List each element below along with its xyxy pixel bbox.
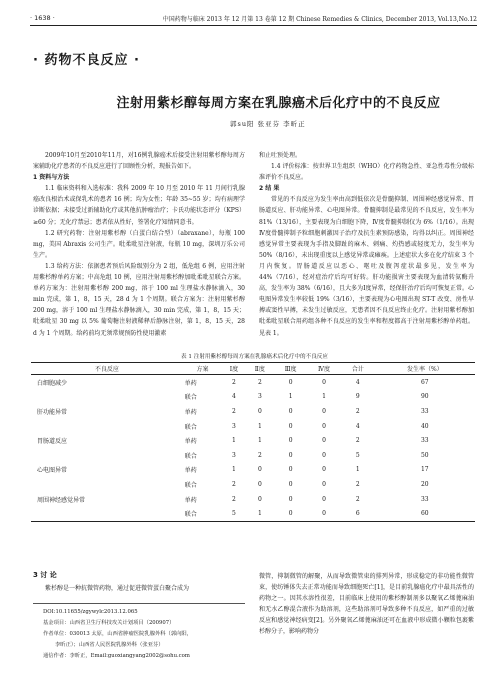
table-row	[31, 375, 475, 390]
column-header: Ⅳ度	[307, 363, 341, 375]
table-cell: 1	[355, 466, 360, 474]
table-row	[31, 492, 475, 507]
table-row	[31, 477, 475, 492]
table-row	[31, 506, 475, 521]
table-cell: 联合	[184, 481, 197, 489]
table-row	[31, 404, 475, 419]
column-header: Ⅱ度	[246, 363, 274, 375]
table-cell	[31, 419, 183, 434]
table-cell: 0	[288, 466, 293, 474]
table-body	[31, 375, 475, 522]
discussion-continued: 微管，抑制微管的解聚，从而导致微管束的排列异常，形成稳定的非功能性微管束，使纺锤体失去正常功能而导致细胞死亡[1]，是目前乳腺癌化疗中最具活性的药物之一。因其水溶性很差，目前临床上使用的紫杉醇制剂多以聚氧乙烯蓖麻油和无水乙醇混合液作为助溶剂，这些助溶剂可导致多种不良反应，如严重的过敏反应和感觉神经病变[2]。另外聚氧乙烯蓖麻油还可在血液中形成微小颗粒包裹紫杉醇分子，影响药物分	[259, 573, 474, 636]
right-column	[259, 150, 474, 339]
table-cell: 2	[231, 480, 236, 488]
table-cell: 9	[355, 393, 360, 401]
journal-info: 中国药物与临床 2013 年 12 月第 13 卷第 12 期 Chinese Remedies & Clinics, December 2013, Vol.13,No.12	[162, 16, 477, 23]
footnote-affiliation: 作者单位：030013 太原，山西省肿瘤医院乳腺外科（郭向阳，	[43, 631, 193, 637]
table-cell	[31, 506, 183, 521]
table-cell: 单药	[184, 379, 197, 387]
table-cell: 0	[288, 407, 293, 415]
table-cell: 2	[355, 407, 360, 415]
paragraph: 1.2 研究药物：注射用紫杉醇（白蛋白结合型）（abraxane），每瓶 100 mg，美国 Abraxis 公司生产。吡柔吡星注射液，每瓶 10 mg，深圳万乐公司生产。	[33, 229, 245, 259]
table-cell: 1	[257, 422, 262, 430]
table-cell: 联合	[184, 452, 197, 460]
table-cell: 0	[288, 437, 293, 445]
table-cell: 2	[231, 495, 236, 503]
table-cell: 单药	[184, 438, 197, 446]
table-cell: 0	[288, 378, 293, 386]
table-cell: 1	[288, 393, 293, 401]
adverse-reaction-table	[31, 362, 475, 522]
table-cell: 0	[322, 407, 326, 415]
table-cell: 33	[420, 407, 429, 415]
table-row	[31, 448, 475, 463]
table-cell: 联合	[184, 423, 197, 431]
table-cell: 1	[246, 506, 274, 521]
table-cell: 3	[231, 451, 236, 459]
column-header: 不良反应	[31, 363, 183, 375]
table-cell: 胃肠道反应	[37, 438, 68, 446]
paragraph: 和止吐预处理。	[259, 152, 302, 159]
table-cell: 联合	[184, 394, 197, 402]
section-heading: 1 资料与方法	[33, 174, 70, 182]
table-cell: 0	[288, 495, 293, 503]
table-cell: 3	[257, 393, 262, 401]
paragraph: 1.1 临床资料和入选标准：我科 2009 年 10 月至 2010 年 11 月间行乳腺癌改良根治术或保乳术的患者 16 例；均为女性；年龄 35~55 岁；均有病理学诊断依据；未接受过新辅助化疗或其他抗肿瘤治疗；卡氏功能状态评分（KPS）≥60 分；无化疗禁忌；患者依从性好，签署化疗知情同意书。	[33, 185, 245, 226]
right-column-continued	[259, 571, 474, 638]
table-cell: 1	[231, 466, 236, 474]
paragraph: 2009年10月至2010年11月，对16例乳腺癌术后接受注射用紫杉醇每周方案辅助化疗患者的不良反应进行了回顾性分析，现报告如下。	[33, 152, 245, 171]
column-header: Ⅲ度	[274, 363, 307, 375]
footnotes	[33, 603, 245, 662]
table-row	[31, 419, 475, 434]
table-cell: 0	[257, 407, 262, 415]
table-cell: 1	[231, 437, 236, 445]
table-cell: 周围神经感觉异常	[37, 496, 86, 504]
table-cell: 0	[322, 480, 326, 488]
table-cell: 白细胞减少	[37, 379, 68, 387]
table-cell: 2	[355, 480, 360, 488]
page-number: · 1638 ·	[30, 14, 55, 22]
article-title: 注射用紫杉醇每周方案在乳腺癌术后化疗中的不良反应	[116, 96, 441, 111]
table-cell	[31, 448, 183, 463]
column-header: 发生率（%）	[375, 363, 475, 375]
header-rule	[30, 25, 477, 26]
table-cell: 0	[322, 451, 326, 459]
column-header: Ⅰ度	[222, 363, 246, 375]
table-cell: 0	[257, 495, 262, 503]
table-cell: 4	[355, 422, 360, 430]
table-cell: 20	[420, 480, 429, 488]
table-cell: 33	[420, 437, 429, 445]
table-cell: 单药	[184, 496, 197, 504]
table-cell: 0	[322, 495, 326, 503]
table-cell: 1	[257, 437, 262, 445]
table-cell: 0	[322, 437, 326, 445]
table-cell: 33	[420, 495, 429, 503]
table-cell: 2	[257, 451, 262, 459]
page-header	[30, 14, 477, 24]
table-row	[31, 463, 475, 478]
table-cell	[31, 477, 183, 492]
paragraph: 1.3 给药方法：依据患者预后风险级别分为 2 组，低危组 6 例，应用注射用紫杉醇单药方案；中高危组 10 例，应用注射用紫杉醇加吡柔吡星联合方案。单药方案为：注射用紫杉醇 200 mg，溶于 100 ml 生理盐水静脉滴入，30 min 完成，第 1，8，15 天，28 d 为 1 个周期。联合方案为：注射用紫杉醇 200 mg，溶于 100 ml 生理盐水静脉滴入，30 min 完成，第 1，8，15 天；吡柔吡星 30 mg 以 5% 葡萄糖注射液稀释后静脉注射，第 1，8，15 天，28 d 为 1 个周期。给药前均无须常规预防性使用激素	[33, 262, 245, 337]
table-cell	[31, 390, 183, 405]
table-cell: 0	[288, 480, 293, 488]
table-cell: 2	[355, 437, 360, 445]
table-cell: 心电图异常	[37, 467, 68, 475]
table-cell: 67	[420, 378, 429, 386]
table-row	[31, 433, 475, 448]
table-cell: 0	[322, 378, 326, 386]
discussion-text: 紫杉醇是一种抗微管药物，通过促进微管蛋白聚合成为	[45, 585, 190, 592]
article-authors: 郭su阳 张亚芬 李昕正	[230, 120, 306, 128]
table-cell: 0	[257, 480, 262, 488]
table-header-row	[31, 363, 475, 375]
table-cell: 2	[355, 495, 360, 503]
table-cell: 6	[341, 506, 375, 521]
table-cell: 0	[288, 451, 293, 459]
table-cell: 单药	[184, 467, 197, 475]
table-cell: 2	[231, 378, 236, 386]
footnote-funding: 基金项目：山西省卫生厅科技攻关计划项目（200907）	[43, 620, 175, 626]
table-cell: 50	[420, 451, 429, 459]
table-cell: 联合	[183, 506, 222, 521]
discussion-heading: 3 讨 论	[33, 571, 57, 579]
paragraph: 常见的不良反应为发生率由高到低依次是骨髓抑制、周围神经感觉异常、胃肠道反应、肝功能异常、心电图异常。骨髓抑制是最常见的不良反应，发生率为 81%（13/16），主要表现为白细胞下降，Ⅳ度骨髓抑制仅为 6%（1/16）。出现Ⅳ度骨髓抑制予粒细胞刺激因子治疗及抗生素预防感染，均得以纠正。周围神经感觉异常主要表现为手指及脚趾的麻木、刺痛、灼热感或轻度无力，发生率为 50%（8/16），未出现重度以上感觉异常或瘫痪。上述症状大多在化疗结束 3 个月内恢复。胃肠道反应以恶心、呕吐及腹泻症状最多见，发生率为 44%（7/16），经对症治疗后均可好转。肝功能损害主要表现为血清转氨酶升高，发生率为 38%（6/16），且大多为Ⅰ度异常，经保肝治疗后均可恢复正常。心电图异常发生率较低 19%（3/16），主要表现为心电图出现 ST-T 改变、房性早搏或窦性早搏，未发生过敏反应，无患者因不良反应终止化疗。注射用紫杉醇加吡柔吡星联合用药组各种不良反应的发生率和程度都高于注射用紫杉醇单药组。见表 1。	[259, 196, 474, 337]
table-cell: 0	[322, 466, 326, 474]
table-cell: 5	[222, 506, 246, 521]
table-cell: 0	[257, 466, 262, 474]
table-cell: 4	[355, 378, 360, 386]
column-header: 方案	[183, 363, 222, 375]
section-heading: 2 结 果	[259, 185, 280, 193]
table-cell: 2	[257, 378, 262, 386]
table-cell: 1	[322, 393, 326, 401]
footnote-correspondence: 通信作者：李昕正，Email:guoxiangyang2002@sohu.com	[43, 653, 190, 659]
table-cell: 5	[355, 451, 360, 459]
table-cell: 2	[231, 407, 236, 415]
table-cell: 60	[375, 506, 475, 521]
table-cell: 17	[420, 466, 429, 474]
footnote-doi: DOI:10.11655/zgywylc2013.12.065	[43, 609, 138, 615]
table-cell: 0	[307, 506, 341, 521]
table-cell: 4	[231, 393, 236, 401]
table-cell: 0	[274, 506, 307, 521]
table-cell: 0	[288, 422, 293, 430]
paragraph: 1.4 评价标准：按世界卫生组织（WHO）化疗药物急性、亚急性毒性分级标准评价不良反应。	[259, 163, 474, 182]
table-cell: 40	[420, 422, 429, 430]
footnote-affiliation-cont: 李昕正）；山西省人民医院乳腺外科（张亚芬）	[55, 642, 164, 648]
table-cell: 3	[231, 422, 236, 430]
table-cell: 0	[322, 422, 326, 430]
section-title: · 药物不良反应 ·	[33, 53, 140, 68]
table-caption: 表 1 注射用紫杉醇每周方案在乳腺癌术后化疗中的不良反应	[181, 354, 328, 360]
table-cell: 肝功能异常	[37, 408, 68, 416]
table-cell: 90	[420, 393, 429, 401]
column-header: 合计	[341, 363, 375, 375]
table-row	[31, 390, 475, 405]
left-column	[33, 150, 245, 339]
table-cell: 单药	[184, 408, 197, 416]
